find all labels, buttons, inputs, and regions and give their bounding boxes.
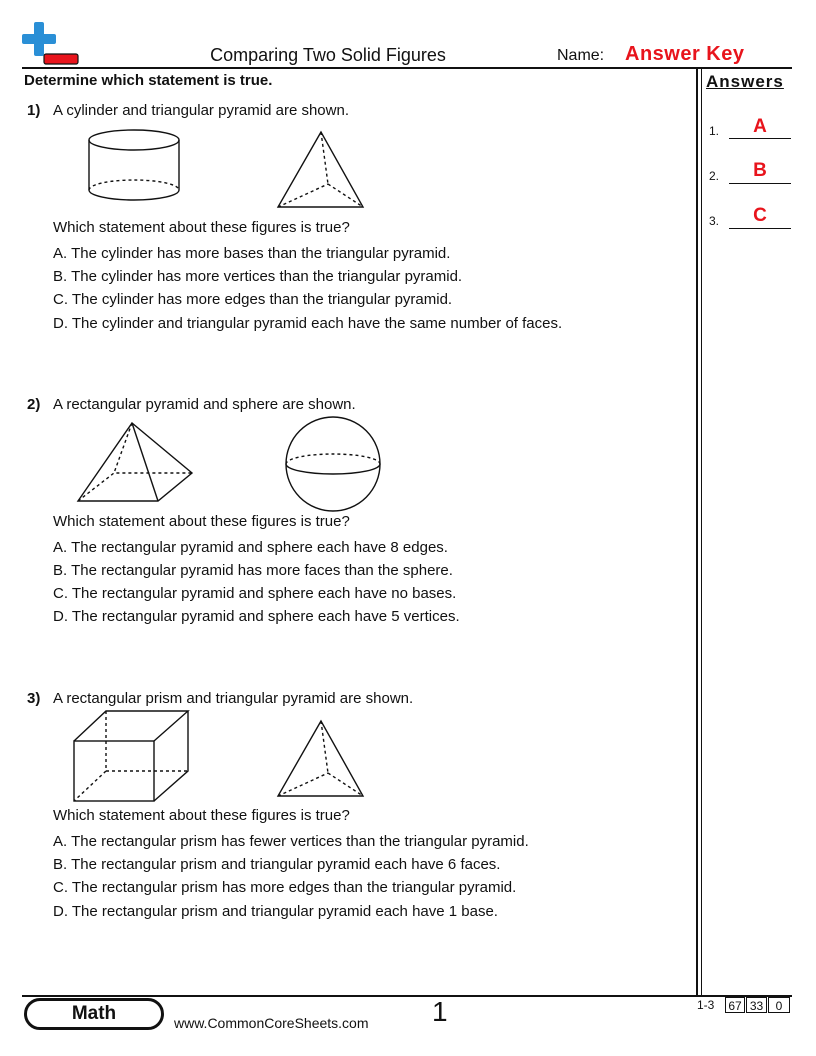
footer-divider (22, 995, 792, 997)
question-prompt: Which statement about these figures is true? (53, 513, 350, 530)
problem-range: 1-3 (697, 998, 715, 1012)
question-prompt: Which statement about these figures is true? (53, 807, 350, 824)
choice-a: A. The cylinder has more bases than the triangular pyramid. (53, 245, 451, 262)
choice-c: C. The rectangular pyramid and sphere each have no bases. (53, 585, 457, 602)
page-number: 1 (432, 996, 448, 1027)
answer-line (729, 183, 791, 184)
answer-value: C (753, 205, 767, 226)
question-text: A cylinder and triangular pyramid are shown. (53, 102, 349, 119)
question-number: 2) (27, 396, 41, 413)
cylinder-figure (86, 128, 182, 202)
score-box: 67 (725, 997, 745, 1013)
choice-a: A. The rectangular pyramid and sphere each have 8 edges. (53, 539, 448, 556)
rectangular-prism-figure (72, 709, 190, 803)
triangular-pyramid-figure (275, 719, 367, 799)
answer-line (729, 228, 791, 229)
score-box: 0 (768, 997, 790, 1013)
choice-b: B. The rectangular prism and triangular pyramid each have 6 faces. (53, 856, 501, 873)
instructions: Determine which statement is true. (24, 72, 273, 89)
choice-d: D. The cylinder and triangular pyramid each have the same number of faces. (53, 315, 563, 332)
triangular-pyramid-figure (275, 130, 367, 210)
website-url: www.CommonCoreSheets.com (174, 1015, 369, 1031)
answers-title: Answers (706, 72, 784, 91)
question-text: A rectangular prism and triangular pyramid are shown. (53, 690, 414, 707)
choice-a: A. The rectangular prism has fewer vertices than the triangular pyramid. (53, 833, 529, 850)
subject-badge: Math (24, 998, 164, 1030)
answer-value: B (753, 160, 767, 181)
choice-d: D. The rectangular prism and triangular pyramid each have 1 base. (53, 903, 498, 920)
answer-value: A (753, 116, 767, 137)
choice-c: C. The rectangular prism has more edges than the triangular pyramid. (53, 879, 517, 896)
question-number: 1) (27, 102, 41, 119)
choice-b: B. The rectangular pyramid has more faces than the sphere. (53, 562, 453, 579)
choice-c: C. The cylinder has more edges than the triangular pyramid. (53, 291, 453, 308)
name-label: Name: (557, 47, 605, 64)
choice-d: D. The rectangular pyramid and sphere each have 5 vertices. (53, 608, 460, 625)
answers-column-divider (696, 67, 698, 997)
worksheet-title: Comparing Two Solid Figures (210, 45, 446, 65)
answer-line (729, 138, 791, 139)
answer-number: 3. (709, 214, 720, 228)
score-box: 33 (746, 997, 767, 1013)
choice-b: B. The cylinder has more vertices than the triangular pyramid. (53, 268, 463, 285)
question-prompt: Which statement about these figures is true? (53, 219, 350, 236)
answer-number: 2. (709, 169, 720, 183)
rectangular-pyramid-figure (75, 421, 195, 505)
answer-key-label: Answer Key (625, 43, 745, 65)
header-divider (22, 67, 792, 69)
answer-number: 1. (709, 124, 720, 138)
question-number: 3) (27, 690, 41, 707)
sphere-figure (284, 415, 382, 513)
answers-column-divider-inner (701, 67, 702, 997)
question-text: A rectangular pyramid and sphere are shown. (53, 396, 356, 413)
